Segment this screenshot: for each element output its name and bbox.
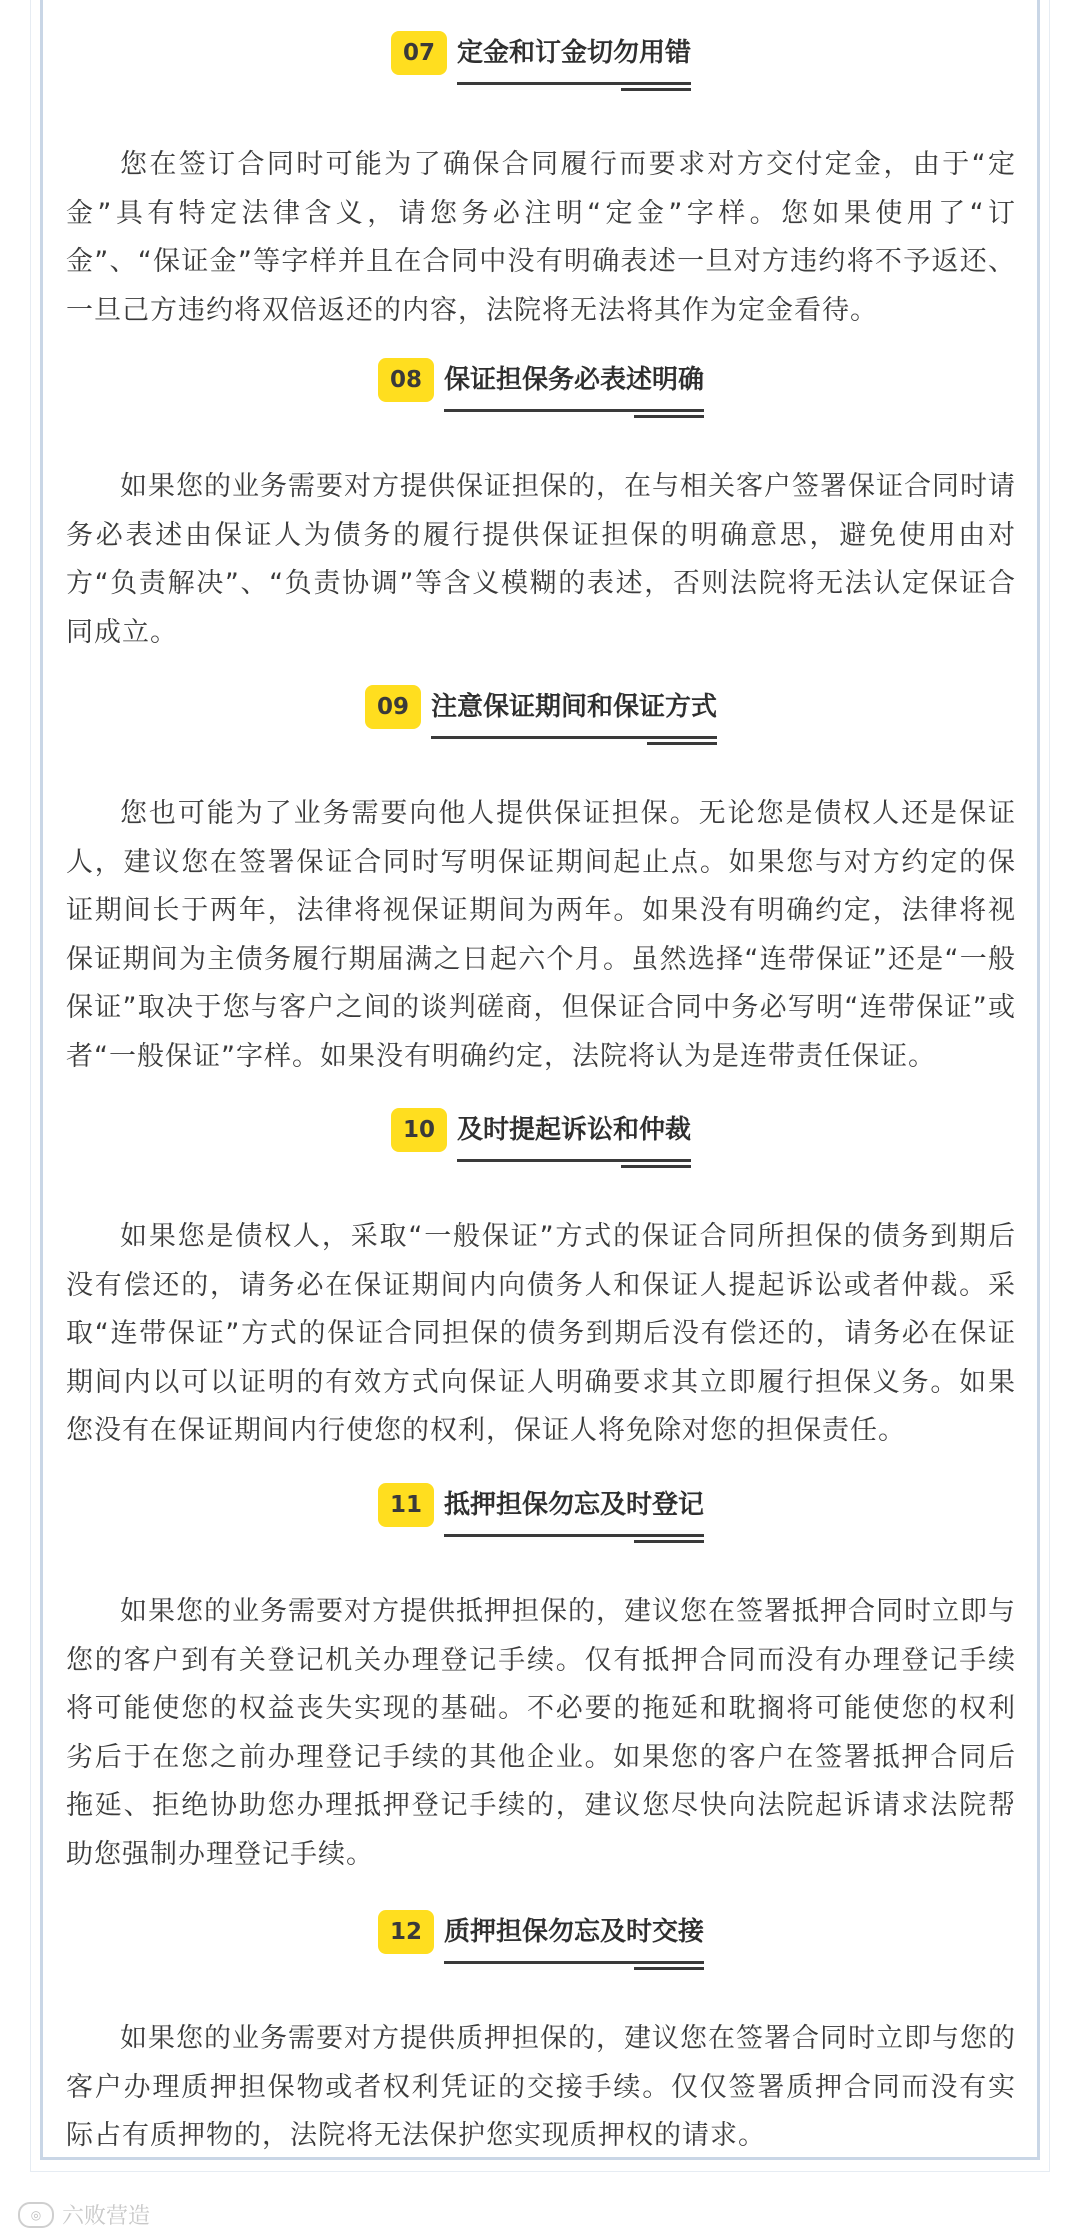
section-title: 注意保证期间和保证方式	[431, 686, 717, 729]
watermark	[18, 2199, 150, 2230]
section-12	[66, 1897, 1016, 2161]
section-11	[66, 1470, 1016, 1879]
section-number-badge: 09	[365, 685, 421, 729]
section-number-badge: 08	[378, 358, 434, 402]
section-body: 如果您的业务需要对方提供质押担保的，建议您在签署合同时立即与您的客户办理质押担保物或者权利凭证的交接手续。仅仅签署质押合同而没有实际占有质押物的，法院将无法保护您实现质押权的请求。	[66, 2023, 1016, 2151]
section-08	[66, 345, 1016, 657]
section-07	[66, 18, 1016, 335]
section-heading	[66, 18, 1016, 88]
section-heading	[66, 1470, 1016, 1540]
section-number-badge: 07	[391, 31, 447, 75]
section-number-badge: 10	[391, 1108, 447, 1152]
section-title: 质押担保勿忘及时交接	[444, 1911, 704, 1954]
section-heading	[66, 1095, 1016, 1165]
section-body: 您在签订合同时可能为了确保合同履行而要求对方交付定金，由于“定金”具有特定法律含义，请您务必注明“定金”字样。您如果使用了“订金”、“保证金”等字样并且在合同中没有明确表述一旦对方违约将不予返还、一旦己方违约将双倍返还的内容，法院将无法将其作为定金看待。	[66, 149, 1016, 326]
section-heading	[66, 1897, 1016, 1967]
section-number-badge: 11	[378, 1483, 434, 1527]
section-10	[66, 1095, 1016, 1456]
section-body: 如果您的业务需要对方提供保证担保的，在与相关客户签署保证合同时请务必表述由保证人为债务的履行提供保证担保的明确意思，避免使用由对方“负责解决”、“负责协调”等含义模糊的表述，否则法院将无法认定保证合同成立。	[66, 471, 1016, 648]
section-title: 保证担保务必表述明确	[444, 359, 704, 402]
section-title: 抵押担保勿忘及时登记	[444, 1484, 704, 1527]
section-heading	[66, 672, 1016, 742]
section-body: 如果您是债权人，采取“一般保证”方式的保证合同所担保的债务到期后没有偿还的，请务必在保证期间内向债务人和保证人提起诉讼或者仲裁。采取“连带保证”方式的保证合同担保的债务到期后没有偿还的，请务必在保证期间内以可以证明的有效方式向保证人明确要求其立即履行担保义务。如果您没有在保证期间内行使您的权利，保证人将免除对您的担保责任。	[66, 1221, 1016, 1446]
section-heading	[66, 345, 1016, 415]
section-number-badge: 12	[378, 1910, 434, 1954]
section-title: 及时提起诉讼和仲裁	[457, 1109, 691, 1152]
section-body: 您也可能为了业务需要向他人提供保证担保。无论您是债权人还是保证人，建议您在签署保证合同时写明保证期间起止点。如果您与对方约定的保证期间长于两年，法律将视保证期间为两年。如果没有明确约定，法律将视保证期间为主债务履行期届满之日起六个月。虽然选择“连带保证”还是“一般保证”取决于您与客户之间的谈判磋商，但保证合同中务必写明“连带保证”或者“一般保证”字样。如果没有明确约定，法院将认为是连带责任保证。	[66, 798, 1016, 1072]
watermark-text: 六败营造	[62, 2204, 151, 2229]
watermark-logo-icon: ◎	[18, 2202, 54, 2228]
section-title: 定金和订金切勿用错	[457, 32, 691, 75]
section-09	[66, 672, 1016, 1081]
section-body: 如果您的业务需要对方提供抵押担保的，建议您在签署抵押合同时立即与您的客户到有关登记机关办理登记手续。仅有抵押合同而没有办理登记手续将可能使您的权益丧失实现的基础。不必要的拖延和耽搁将可能使您的权利劣后于在您之前办理登记手续的其他企业。如果您的客户在签署抵押合同后拖延、拒绝协助您办理抵押登记手续的，建议您尽快向法院起诉请求法院帮助您强制办理登记手续。	[66, 1596, 1016, 1870]
